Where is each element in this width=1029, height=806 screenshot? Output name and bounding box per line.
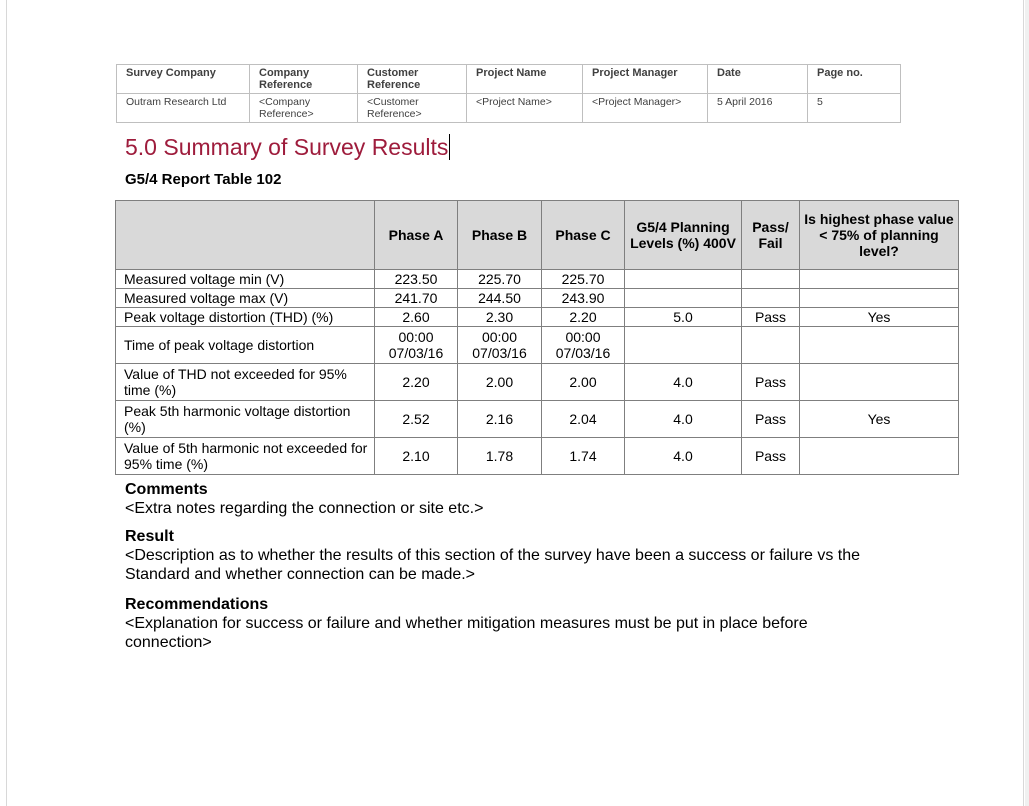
column-header: Is highest phase value < 75% of planning level? — [800, 201, 959, 270]
table-row — [116, 401, 959, 438]
table-row — [116, 327, 959, 364]
table-cell: 1.74 — [542, 438, 625, 475]
table-cell: Pass — [742, 364, 800, 401]
column-header: Phase B — [458, 201, 542, 270]
column-header: G5/4 Planning Levels (%) 400V — [625, 201, 742, 270]
table-cell: 00:00 07/03/16 — [458, 327, 542, 364]
value-cell: <Company Reference> — [250, 94, 358, 123]
text-cursor — [449, 134, 450, 160]
column-header — [116, 201, 375, 270]
table-cell: 2.16 — [458, 401, 542, 438]
table-cell: Pass — [742, 401, 800, 438]
recommendations-text-line-2: connection> — [125, 634, 212, 651]
table-cell — [625, 327, 742, 364]
table-cell: Pass — [742, 438, 800, 475]
recommendations-text-line-1: <Explanation for success or failure and whether mitigation measures must be put in place before — [125, 615, 808, 632]
table-cell — [742, 327, 800, 364]
table-cell: 2.30 — [458, 308, 542, 327]
table-cell — [800, 438, 959, 475]
recommendations-heading: Recommendations — [125, 596, 269, 613]
row-label: Measured voltage max (V) — [116, 289, 375, 308]
column-header: Phase A — [375, 201, 458, 270]
value-cell: Outram Research Ltd — [117, 94, 250, 123]
report-table-header-row — [116, 201, 959, 270]
table-cell: 225.70 — [542, 270, 625, 289]
column-header: Pass/ Fail — [742, 201, 800, 270]
table-cell: 00:00 07/03/16 — [375, 327, 458, 364]
table-cell — [800, 327, 959, 364]
header-cell: Company Reference — [250, 65, 358, 94]
table-cell — [800, 270, 959, 289]
result-heading: Result — [125, 528, 174, 545]
table-cell: 2.20 — [542, 308, 625, 327]
table-cell: 2.60 — [375, 308, 458, 327]
comments-heading: Comments — [125, 481, 208, 498]
table-cell: 223.50 — [375, 270, 458, 289]
value-cell: <Customer Reference> — [358, 94, 467, 123]
table-cell: 244.50 — [458, 289, 542, 308]
table-row — [116, 270, 959, 289]
table-cell: 2.52 — [375, 401, 458, 438]
table-cell: 2.10 — [375, 438, 458, 475]
table-cell: 241.70 — [375, 289, 458, 308]
table-cell: 5.0 — [625, 308, 742, 327]
table-cell: 4.0 — [625, 401, 742, 438]
comments-text: <Extra notes regarding the connection or site etc.> — [125, 500, 484, 517]
header-cell: Project Manager — [583, 65, 708, 94]
table-title: G5/4 Report Table 102 — [125, 171, 282, 188]
table-cell — [625, 270, 742, 289]
table-cell: 2.00 — [458, 364, 542, 401]
value-cell: <Project Manager> — [583, 94, 708, 123]
table-cell: Pass — [742, 308, 800, 327]
section-title[interactable] — [125, 133, 450, 161]
row-label: Measured voltage min (V) — [116, 270, 375, 289]
row-label: Peak voltage distortion (THD) (%) — [116, 308, 375, 327]
table-cell: 1.78 — [458, 438, 542, 475]
table-cell: Yes — [800, 308, 959, 327]
value-cell: 5 — [808, 94, 901, 123]
table-row — [116, 438, 959, 475]
scrollbar[interactable] — [1025, 0, 1029, 806]
table-cell: Yes — [800, 401, 959, 438]
table-cell: 2.00 — [542, 364, 625, 401]
report-table — [115, 200, 959, 475]
result-text-line-1: <Description as to whether the results of this section of the survey have been a success or failure vs the — [125, 547, 861, 564]
table-row — [116, 308, 959, 327]
header-cell: Date — [708, 65, 808, 94]
table-cell: 00:00 07/03/16 — [542, 327, 625, 364]
header-table-header-row — [117, 65, 901, 94]
header-cell: Customer Reference — [358, 65, 467, 94]
header-table — [116, 64, 901, 123]
value-cell: <Project Name> — [467, 94, 583, 123]
table-cell — [742, 289, 800, 308]
table-cell: 4.0 — [625, 364, 742, 401]
comments-section — [125, 480, 483, 518]
table-cell — [742, 270, 800, 289]
table-cell — [800, 289, 959, 308]
table-row — [116, 289, 959, 308]
table-row — [116, 364, 959, 401]
row-label: Peak 5th harmonic voltage distortion (%) — [116, 401, 375, 438]
recommendations-section — [125, 595, 808, 652]
section-title-text: 5.0 Summary of Survey Results — [125, 134, 449, 160]
value-cell: 5 April 2016 — [708, 94, 808, 123]
row-label: Value of 5th harmonic not exceeded for 95% time (%) — [116, 438, 375, 475]
table-cell: 2.04 — [542, 401, 625, 438]
result-section — [125, 527, 860, 584]
table-cell: 2.20 — [375, 364, 458, 401]
header-table-value-row — [117, 94, 901, 123]
table-cell: 243.90 — [542, 289, 625, 308]
table-cell: 4.0 — [625, 438, 742, 475]
header-cell: Project Name — [467, 65, 583, 94]
table-cell — [800, 364, 959, 401]
result-text-line-2: Standard and whether connection can be made.> — [125, 566, 476, 583]
row-label: Value of THD not exceeded for 95% time (%) — [116, 364, 375, 401]
table-cell — [625, 289, 742, 308]
header-cell: Survey Company — [117, 65, 250, 94]
header-cell: Page no. — [808, 65, 901, 94]
column-header: Phase C — [542, 201, 625, 270]
row-label: Time of peak voltage distortion — [116, 327, 375, 364]
table-cell: 225.70 — [458, 270, 542, 289]
